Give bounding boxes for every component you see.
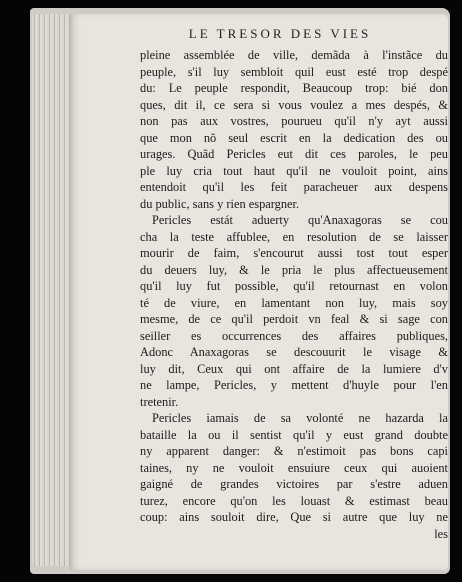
text-line: ne lampe, Pericles, y mettent d'huyle pour l'en — [140, 378, 448, 392]
text-line: luy dit, Ceux qui ont affaire de la lumiere d'v — [140, 361, 448, 376]
page-text — [140, 47, 448, 542]
text-line: coup: ains souloit dire, Que si autre que luy ne — [140, 510, 448, 524]
text-line: Adonc Anaxagoras se descouurit le visage & — [140, 345, 448, 359]
text-line: mesme, de ce qu'il perdoit vn feal & si sage con — [140, 312, 448, 326]
text-line: ple luy cria tout haut qu'il ne vouloit point, ains — [140, 163, 448, 178]
text-line: du deuers luy, & le pria le plus affectueusement — [140, 262, 448, 277]
text-line: du public, sans y rien espargner. — [140, 196, 300, 211]
text-line: non pas aux vostres, pourueu qu'il n'y ayt aussi — [140, 114, 448, 128]
text-line: urages. Quãd Pericles eut dit ces paroles, le peu — [140, 147, 448, 161]
text-line: pleine assemblée de ville, demãda à l'instãce du — [140, 48, 448, 62]
text-line: Pericles iamais de sa volonté ne hazarda la — [152, 411, 448, 425]
text-line: ny apparent danger: & n'estimoit pas bons capi — [140, 444, 448, 458]
text-line: les — [434, 526, 448, 541]
text-line: cha la teste affublee, en resolution de se laisser — [140, 229, 448, 244]
text-line: gaigné de grandes victoires par s'estre aduen — [140, 477, 448, 491]
text-line: mourir de faim, s'encourut aussi tost tout esper — [140, 246, 448, 260]
text-line: bataille la ou il sentist qu'il y eust grand doubte — [140, 427, 448, 442]
text-line: Pericles estát aduerty qu'Anaxagoras se cou — [152, 213, 448, 227]
text-line: du: Le peuple respondit, Beaucoup trop: bié don — [140, 81, 448, 95]
text-line: entendoit qu'il les feit paracheuer aux despens — [140, 180, 448, 194]
text-line: ques, dit il, ce sera si vous voulez a mes despés, & — [140, 97, 448, 112]
running-head: LE TRESOR DES VIES — [188, 26, 372, 41]
text-line: tretenir. — [140, 394, 179, 409]
text-line: seiller es occurrences des affaires publiques, — [140, 328, 448, 343]
text-line: turez, encore qu'on les louast & estimast beau — [140, 493, 448, 508]
text-line: peuple, s'il luy sembloit quil eust esté trop despé — [140, 64, 448, 79]
text-line: té de viure, en lamentant non luy, mais soy — [140, 295, 448, 310]
text-line: qu'il luy fut possible, qu'il retournast en volon — [140, 279, 448, 293]
text-line: que mon nõ seul escrit en la dedication des ou — [140, 130, 448, 145]
text-line: taines, ny ne vouloit ensuiure ceux qui auoient — [140, 460, 448, 475]
